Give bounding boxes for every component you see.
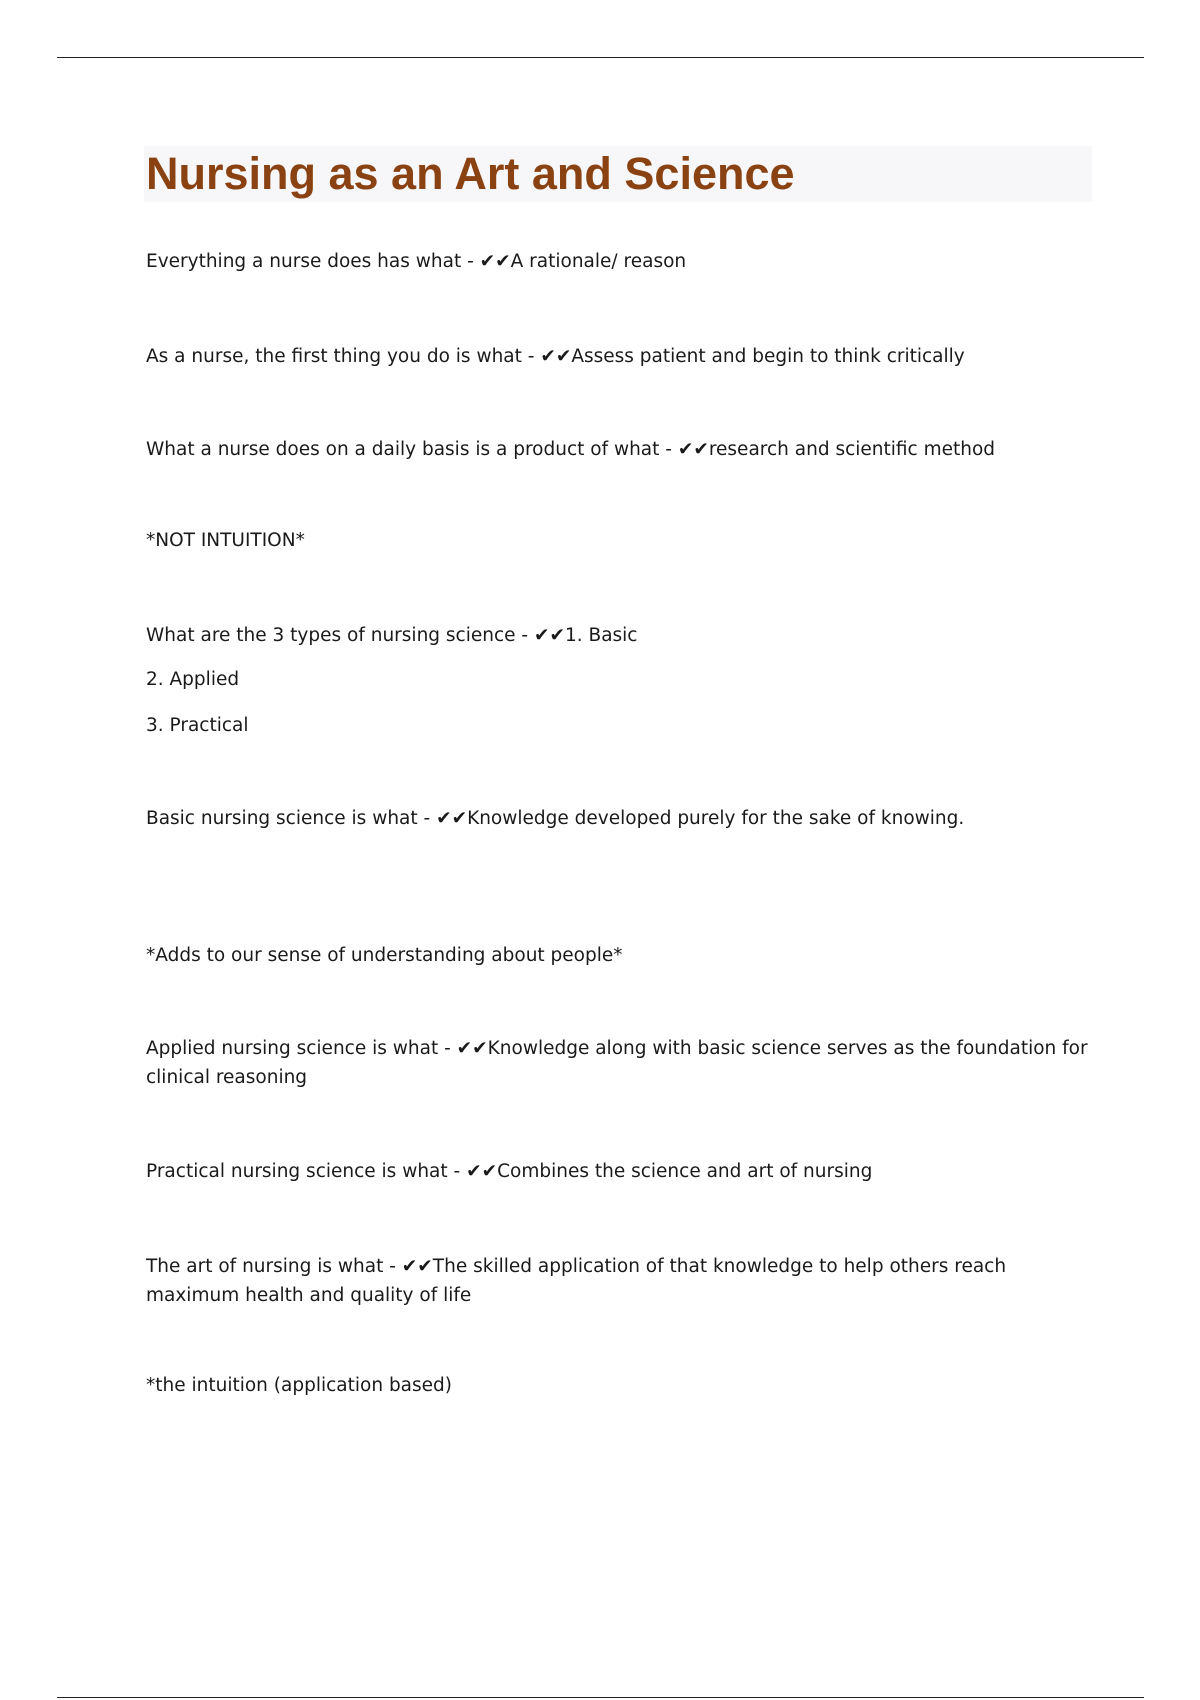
page-top-rule [57, 57, 1144, 58]
qa-art-of-nursing: The art of nursing is what - ✔✔The skilled application of that knowledge to help others reach maximum health and quality of life [146, 1256, 1007, 1306]
document-title: Nursing as an Art and Science [146, 148, 795, 199]
qa-daily-basis: What a nurse does on a daily basis is a product of what - ✔✔research and scientific method [146, 439, 996, 460]
page-bottom-rule [57, 1697, 1144, 1698]
list-item-practical: 3. Practical [146, 715, 249, 736]
qa-practical-science: Practical nursing science is what - ✔✔Combines the science and art of nursing [146, 1161, 873, 1182]
qa-basic-science: Basic nursing science is what - ✔✔Knowledge developed purely for the sake of knowing. [146, 808, 965, 829]
qa-first-thing: As a nurse, the first thing you do is what - ✔✔Assess patient and begin to think critically [146, 346, 965, 367]
note-intuition: *the intuition (application based) [146, 1375, 452, 1396]
note-understanding-people: *Adds to our sense of understanding about people* [146, 945, 623, 966]
note-not-intuition: *NOT INTUITION* [146, 530, 305, 551]
qa-types-of-science: What are the 3 types of nursing science - ✔✔1. Basic [146, 625, 638, 646]
qa-rationale: Everything a nurse does has what - ✔✔A rationale/ reason [146, 251, 687, 272]
qa-applied-science: Applied nursing science is what - ✔✔Knowledge along with basic science serves as the foundation for clinical reasoning [146, 1038, 1088, 1088]
list-item-applied: 2. Applied [146, 669, 240, 690]
